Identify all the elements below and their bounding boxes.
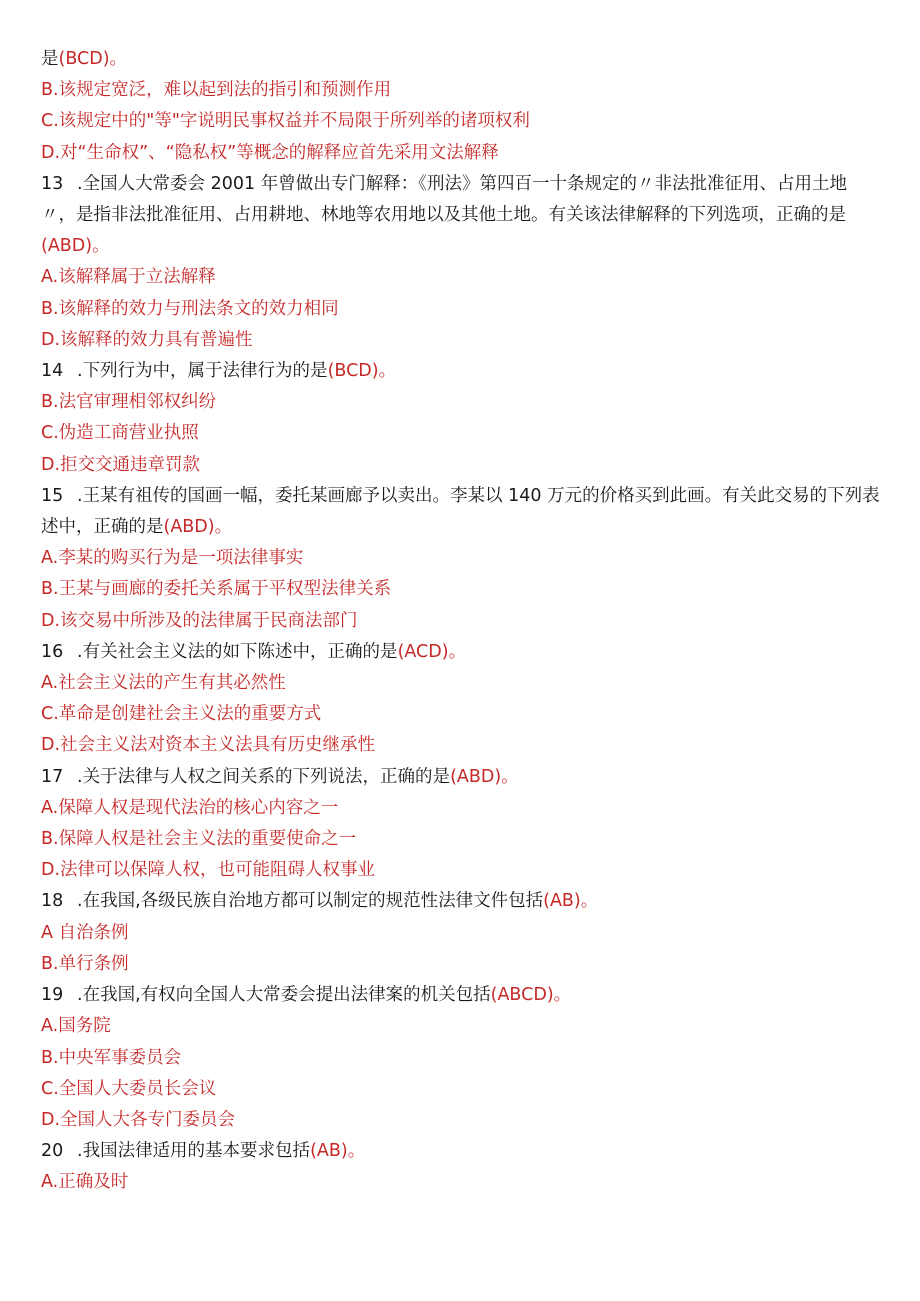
question-13 xyxy=(41,169,880,263)
question-12-tail: 是(BCD)。 xyxy=(41,49,128,69)
question-19 xyxy=(41,980,880,1011)
option-line: D.该交易中所涉及的法律属于民商法部门 xyxy=(41,610,358,631)
question-stem: .关于法律与人权之间关系的下列说法，正确的是 xyxy=(77,766,451,787)
question-17 xyxy=(41,762,880,793)
option-line: A.该解释属于立法解释 xyxy=(41,267,216,288)
question-number: 13 xyxy=(41,173,64,194)
question-14 xyxy=(41,356,880,387)
option-line: B.王某与画廊的委托关系属于平权型法律关系 xyxy=(41,579,392,600)
question-number: 18 xyxy=(41,891,64,912)
answer-key: (ABD)。 xyxy=(450,766,519,787)
option-line: D.法律可以保障人权，也可能阻碍人权事业 xyxy=(41,860,376,881)
question-stem: .下列行为中，属于法律行为的是 xyxy=(77,361,328,382)
question-number: 15 xyxy=(41,485,64,506)
option-line: C.革命是创建社会主义法的重要方式 xyxy=(41,704,322,725)
answer-key: (AB)。 xyxy=(310,1141,366,1162)
question-15 xyxy=(41,481,880,543)
option-line: A.保障人权是现代法治的核心内容之一 xyxy=(41,797,339,818)
option-line: D.对“生命权”、“隐私权”等概念的解释应首先采用文法解释 xyxy=(41,142,499,163)
question-stem: .我国法律适用的基本要求包括 xyxy=(77,1141,311,1162)
answer-key: (BCD)。 xyxy=(327,361,397,382)
answer-key: (BCD)。 xyxy=(58,49,128,69)
option-line: C.全国人大委员长会议 xyxy=(41,1078,217,1099)
answer-key: (AB)。 xyxy=(543,891,599,912)
question-16 xyxy=(41,637,880,668)
answer-key: (ABD)。 xyxy=(163,517,233,538)
question-stem: .王某有祖传的国画一幅，委托某画廊予以卖出。李某以 140 万元的价格买到此画。有关此交易的下列表述中，正确的是 xyxy=(41,485,880,538)
option-line: B.保障人权是社会主义法的重要使命之一 xyxy=(41,829,357,850)
option-line: D.全国人大各专门委员会 xyxy=(41,1109,236,1130)
answer-key: (ACD)。 xyxy=(397,641,467,662)
question-stem: .在我国,有权向全国人大常委会提出法律案的机关包括 xyxy=(77,985,491,1006)
option-line: C.伪造工商营业执照 xyxy=(41,423,199,444)
question-stem: .全国人大常委会 2001 年曾做出专门解释：《刑法》第四百一十条规定的〃非法批准征用、占用土地〃，是指非法批准征用、占用耕地、林地等农用地以及其他土地。有关该法律解释的下列选项，正确的是 xyxy=(41,173,847,226)
option-line: A.正确及时 xyxy=(41,1172,129,1193)
question-number: 14 xyxy=(41,361,64,382)
option-line: B.单行条例 xyxy=(41,953,129,974)
option-line: C.该规定中的"等"字说明民事权益并不局限于所列举的诸项权利 xyxy=(41,111,530,132)
question-number: 16 xyxy=(41,641,64,662)
question-18 xyxy=(41,886,880,917)
question-20 xyxy=(41,1136,880,1167)
option-line: B.该解释的效力与刑法条文的效力相同 xyxy=(41,298,339,319)
answer-key: (ABD)。 xyxy=(41,236,110,257)
option-line: D.社会主义法对资本主义法具有历史继承性 xyxy=(41,735,376,756)
question-number: 19 xyxy=(41,985,64,1006)
option-line: B.法官审理相邻权纠纷 xyxy=(41,392,217,413)
option-line: A.国务院 xyxy=(41,1016,111,1037)
option-line: A 自治条例 xyxy=(41,922,129,943)
option-line: A.李某的购买行为是一项法律事实 xyxy=(41,548,304,569)
answer-key: (ABCD)。 xyxy=(490,985,572,1006)
option-line: A.社会主义法的产生有其必然性 xyxy=(41,673,286,694)
question-number: 20 xyxy=(41,1141,64,1162)
option-line: D.拒交交通违章罚款 xyxy=(41,454,201,475)
question-stem: .有关社会主义法的如下陈述中，正确的是 xyxy=(77,641,398,662)
option-line: B.中央军事委员会 xyxy=(41,1047,182,1068)
question-number: 17 xyxy=(41,766,64,787)
option-line: D.该解释的效力具有普遍性 xyxy=(41,329,253,350)
question-stem: .在我国,各级民族自治地方都可以制定的规范性法律文件包括 xyxy=(77,891,544,912)
option-line: B.该规定宽泛，难以起到法的指引和预测作用 xyxy=(41,80,392,101)
